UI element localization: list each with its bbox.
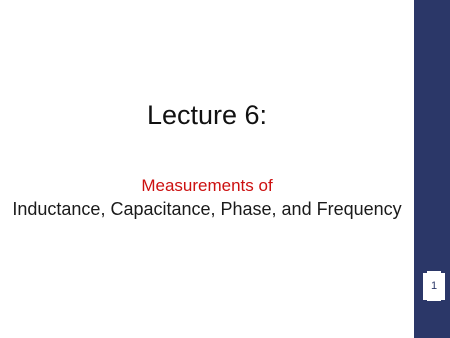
badge-notch-bottom-left [422, 300, 427, 302]
badge-notch-top-right [441, 271, 446, 273]
slide-subtitle-main: Inductance, Capacitance, Phase, and Frequency [12, 199, 402, 219]
badge-notch-top-left [422, 271, 427, 273]
page-number: 1 [430, 280, 438, 292]
slide-subtitle-red: Measurements of [141, 176, 273, 195]
slide-title: Lecture 6: [146, 100, 268, 130]
page-number-badge [422, 271, 446, 301]
badge-notch-bottom-right [441, 300, 446, 302]
